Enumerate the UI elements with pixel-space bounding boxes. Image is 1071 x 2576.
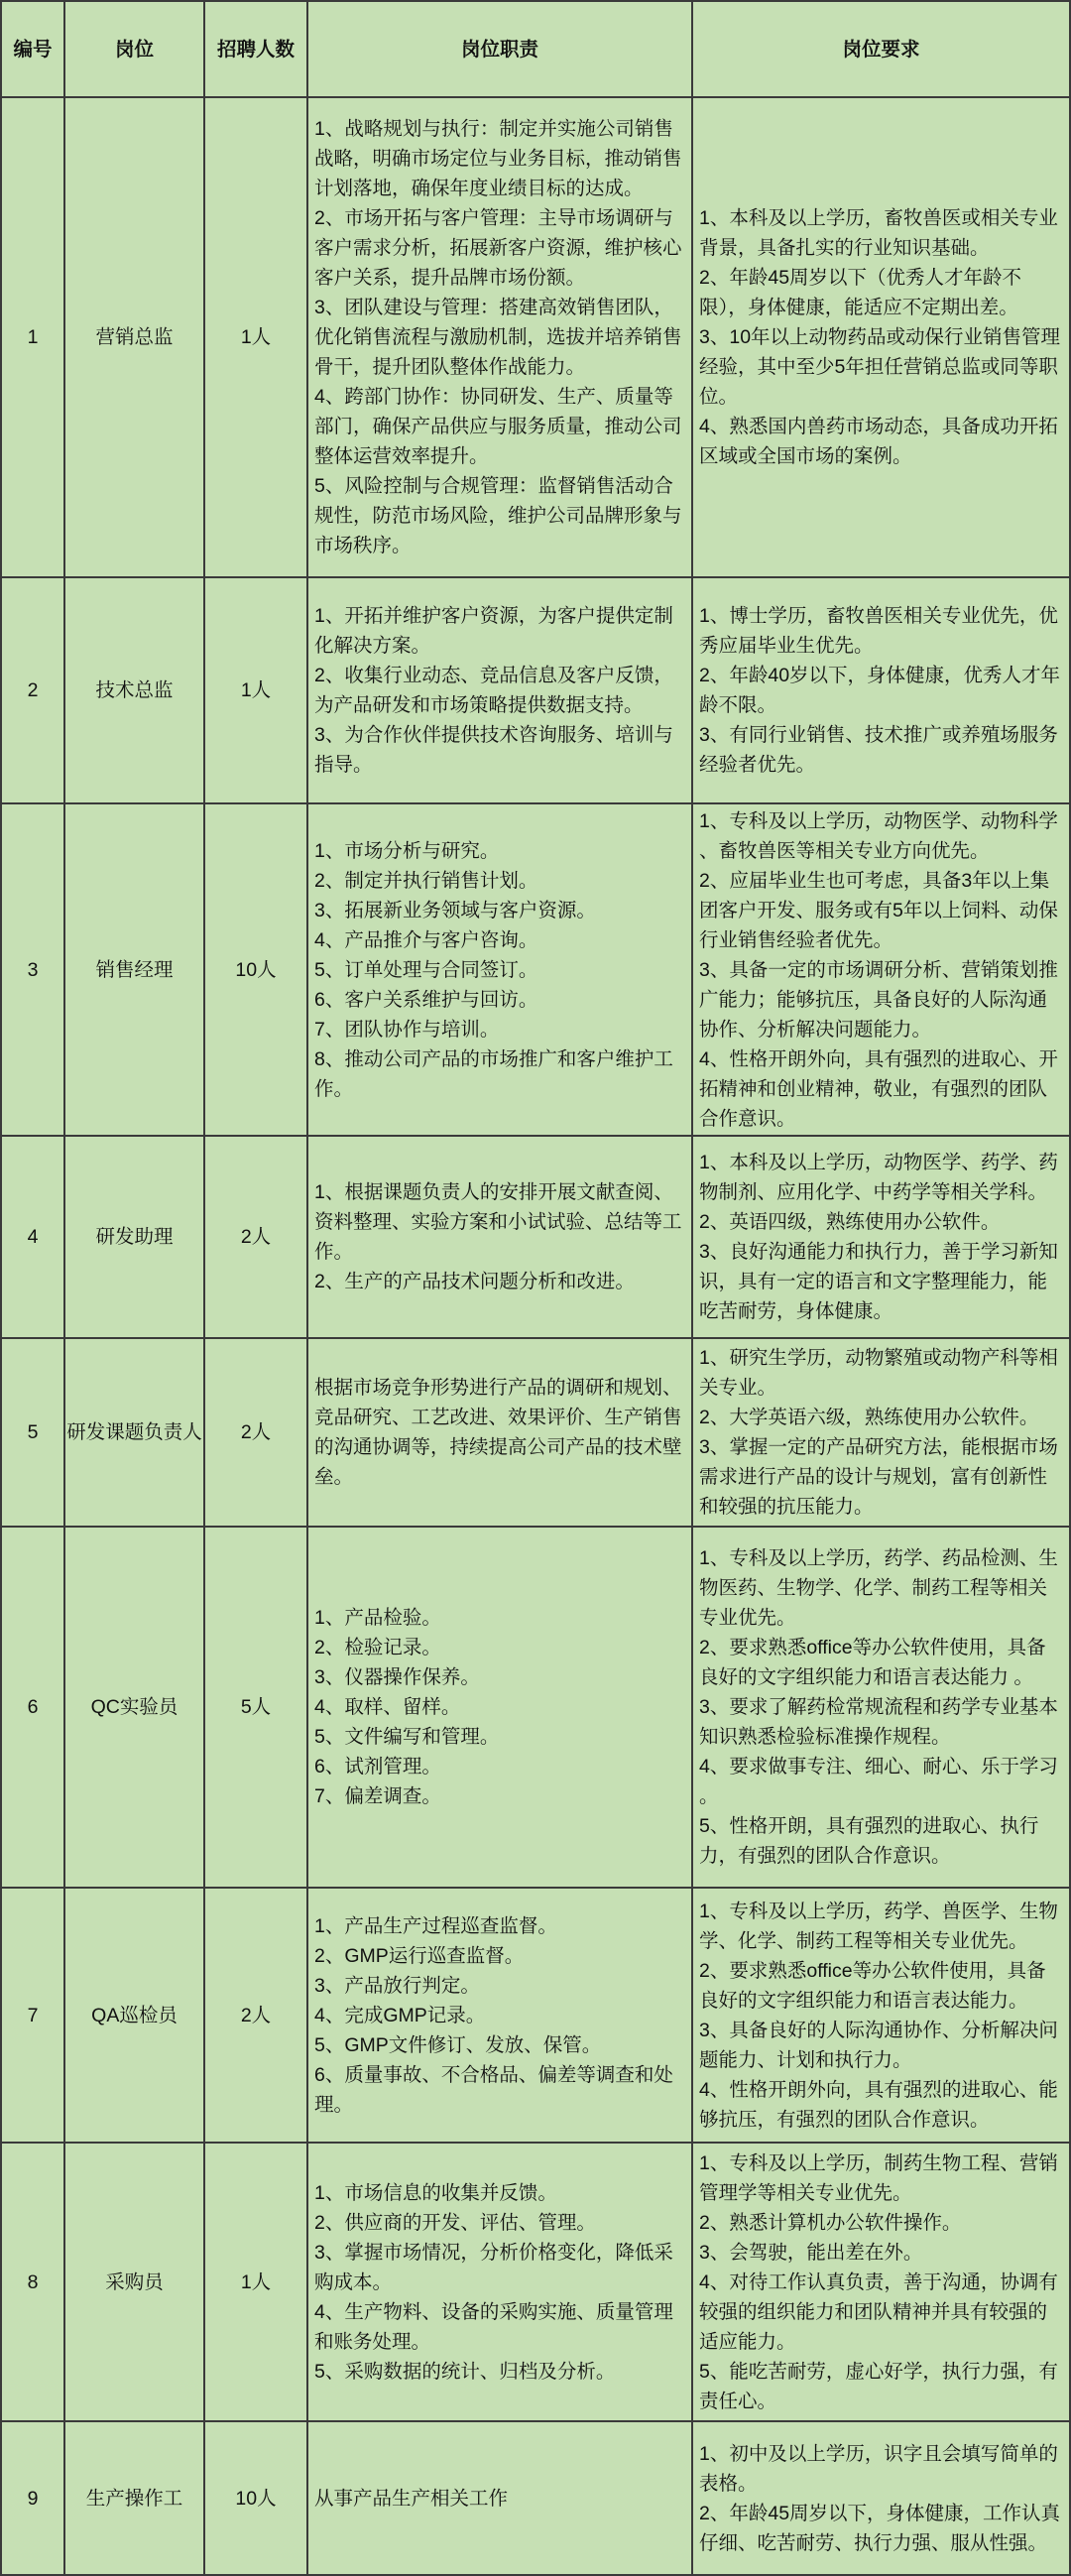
duties-line: 2、供应商的开发、评估、管理。: [314, 2211, 596, 2234]
duties-line: 作。: [314, 1241, 354, 1263]
requirements-line: 关专业。: [699, 1377, 777, 1399]
duties-line: 客户需求分析，拓展新客户资源，维护核心: [314, 237, 682, 259]
duties-line: 和账务处理。: [314, 2330, 431, 2353]
requirements-line: 良好的文字组织能力和语言表达能力 。: [699, 1666, 1033, 1688]
requirements-cell: [693, 1889, 1071, 2144]
duties-cell: [308, 1339, 693, 1528]
duties-line: 部门，确保产品供应与服务质量，推动公司: [314, 416, 682, 437]
position-name: 营销总监: [65, 98, 205, 578]
requirements-text: [699, 806, 1067, 1134]
duties-line: 资料整理、实验方案和小试试验、总结等工: [314, 1211, 682, 1233]
requirements-line: 协作、分析解决问题能力。: [699, 1018, 932, 1041]
requirements-line: 1、专科及以上学历，制药生物工程、营销: [699, 2151, 1058, 2174]
requirements-line: 1、本科及以上学历，动物医学、药学、药: [699, 1152, 1058, 1173]
headcount: 2人: [205, 1137, 308, 1339]
position-name: 技术总监: [65, 578, 205, 804]
duties-line: 根据市场竞争形势进行产品的调研和规划、: [314, 1377, 682, 1399]
duties-line: 7、团队协作与培训。: [314, 1018, 500, 1041]
duties-line: 4、产品推介与客户咨询。: [314, 928, 538, 951]
requirements-line: 管理学等相关专业优先。: [699, 2181, 912, 2204]
requirements-line: 物医药、生物学、化学、制药工程等相关: [699, 1577, 1048, 1599]
duties-line: 1、产品检验。: [314, 1607, 441, 1629]
requirements-line: 3、10年以上动物药品或动保行业销售管理: [699, 326, 1061, 348]
duties-text: [314, 2484, 689, 2514]
requirements-line: 2、年龄40岁以下，身体健康，优秀人才年: [699, 665, 1061, 686]
position-name: 销售经理: [65, 804, 205, 1137]
duties-line: 3、团队建设与管理：搭建高效销售团队，: [314, 297, 673, 318]
position-name: 采购员: [65, 2144, 205, 2422]
requirements-line: 5、能吃苦耐劳，虚心好学，执行力强，有: [699, 2360, 1058, 2383]
duties-line: 2、市场开拓与客户管理：主导市场调研与: [314, 207, 673, 229]
duties-line: 3、为合作伙伴提供技术咨询服务、培训与: [314, 724, 673, 746]
requirements-line: 专业优先。: [699, 1607, 796, 1629]
requirements-line: 3、具备一定的市场调研分析、营销策划推: [699, 958, 1058, 981]
requirements-line: 区域或全国市场的案例。: [699, 445, 912, 467]
row-number: 9: [0, 2422, 65, 2576]
requirements-line: 团客户开发、服务或有5年以上饲料、动保: [699, 899, 1058, 921]
header-position: 岗位: [65, 0, 205, 98]
table-row: [0, 98, 1071, 578]
requirements-text: [699, 1897, 1067, 2135]
table-row: [0, 2422, 1071, 2576]
requirements-text: [699, 1343, 1067, 1522]
headcount: 2人: [205, 1339, 308, 1528]
headcount: 5人: [205, 1528, 308, 1889]
duties-line: 3、拓展新业务领域与客户资源。: [314, 899, 596, 921]
requirements-text: [699, 601, 1067, 780]
row-number: 3: [0, 804, 65, 1137]
duties-line: 2、GMP运行巡查监督。: [314, 1944, 525, 1967]
position-name: 研发课题负责人: [65, 1339, 205, 1528]
requirements-cell: [693, 1339, 1071, 1528]
duties-line: 购成本。: [314, 2270, 393, 2293]
duties-cell: [308, 2422, 693, 2576]
requirements-line: 限），身体健康，能适应不定期出差。: [699, 297, 1018, 318]
table-row: [0, 2144, 1071, 2422]
requirements-text: [699, 1543, 1067, 1871]
requirements-line: 需求进行产品的设计与规划，富有创新性: [699, 1466, 1048, 1488]
requirements-line: 1、博士学历，畜牧兽医相关专业优先，优: [699, 605, 1058, 627]
requirements-line: 1、专科及以上学历，药学、药品检测、生: [699, 1547, 1058, 1569]
requirements-line: 2、大学英语六级，熟练使用办公软件。: [699, 1407, 1039, 1428]
requirements-line: 3、有同行业销售、技术推广或养殖场服务: [699, 724, 1058, 746]
duties-line: 计划落地，确保年度业绩目标的达成。: [314, 178, 644, 199]
duties-line: 2、检验记录。: [314, 1637, 441, 1658]
requirements-line: 3、具备良好的人际沟通协作、分析解决问: [699, 2019, 1058, 2041]
row-number: 2: [0, 578, 65, 804]
duties-line: 1、战略规划与执行：制定并实施公司销售: [314, 118, 673, 140]
duties-line: 6、试剂管理。: [314, 1756, 441, 1778]
duties-text: [314, 601, 689, 780]
duties-line: 8、推动公司产品的市场推广和客户维护工: [314, 1047, 673, 1070]
duties-line: 2、生产的产品技术问题分析和改进。: [314, 1271, 635, 1292]
requirements-text: [699, 2439, 1067, 2558]
row-number: 7: [0, 1889, 65, 2144]
table-row: [0, 1889, 1071, 2144]
requirements-line: 2、英语四级，熟练使用办公软件。: [699, 1211, 1001, 1233]
requirements-line: 仔细、吃苦耐劳、执行力强、服从性强。: [699, 2531, 1048, 2554]
headcount: 1人: [205, 578, 308, 804]
requirements-line: 。: [699, 1785, 719, 1807]
requirements-line: 责任心。: [699, 2390, 777, 2412]
duties-line: 3、掌握市场情况，分析价格变化，降低采: [314, 2241, 673, 2264]
requirements-line: 秀应届毕业生优先。: [699, 635, 874, 657]
requirements-line: 5、性格开朗，具有强烈的进取心、执行: [699, 1815, 1039, 1837]
requirements-line: 3、会驾驶，能出差在外。: [699, 2241, 923, 2264]
headcount: 1人: [205, 2144, 308, 2422]
duties-line: 5、GMP文件修订、发放、保管。: [314, 2033, 602, 2056]
requirements-line: 3、要求了解药检常规流程和药学专业基本: [699, 1696, 1058, 1718]
table-row: [0, 1528, 1071, 1889]
duties-line: 指导。: [314, 754, 373, 776]
headcount: 1人: [205, 98, 308, 578]
duties-line: 2、制定并执行销售计划。: [314, 869, 538, 892]
row-number: 5: [0, 1339, 65, 1528]
duties-cell: [308, 1137, 693, 1339]
duties-line: 优化销售流程与激励机制，选拔并培养销售: [314, 326, 682, 348]
requirements-line: 适应能力。: [699, 2330, 796, 2353]
row-number: 8: [0, 2144, 65, 2422]
requirements-text: [699, 2148, 1067, 2416]
duties-line: 4、生产物料、设备的采购实施、质量管理: [314, 2300, 673, 2323]
duties-line: 4、取样、留样。: [314, 1696, 461, 1718]
position-name: 生产操作工: [65, 2422, 205, 2576]
duties-line: 1、市场信息的收集并反馈。: [314, 2181, 557, 2204]
requirements-line: 4、对待工作认真负责，善于沟通，协调有: [699, 2270, 1058, 2293]
requirements-line: 和较强的抗压能力。: [699, 1496, 874, 1518]
requirements-text: [699, 1148, 1067, 1326]
duties-text: [314, 836, 689, 1104]
duties-line: 骨干，提升团队整体作战能力。: [314, 356, 586, 378]
requirements-line: 广能力；能够抗压，具备良好的人际沟通: [699, 988, 1048, 1011]
table-body: [0, 98, 1071, 2576]
requirements-line: 学、化学、制药工程等相关专业优先。: [699, 1929, 1028, 1952]
requirements-line: 经验者优先。: [699, 754, 816, 776]
duties-text: [314, 1177, 689, 1296]
header-requirements: 岗位要求: [693, 0, 1071, 98]
requirements-line: 1、初中及以上学历，识字且会填写简单的: [699, 2442, 1058, 2465]
duties-line: 的沟通协调等，持续提高公司产品的技术壁: [314, 1436, 682, 1458]
requirements-line: 4、要求做事专注、细心、耐心、乐于学习: [699, 1756, 1058, 1778]
duties-line: 规性，防范市场风险，维护公司品牌形象与: [314, 505, 682, 527]
table-row: [0, 578, 1071, 804]
requirements-cell: [693, 2422, 1071, 2576]
duties-line: 从事产品生产相关工作: [314, 2487, 509, 2510]
requirements-line: 3、良好沟通能力和执行力，善于学习新知: [699, 1241, 1058, 1263]
row-number: 6: [0, 1528, 65, 1889]
requirements-line: 行业销售经验者优先。: [699, 928, 893, 951]
requirements-line: 吃苦耐劳，身体健康。: [699, 1300, 893, 1322]
requirements-line: 1、研究生学历，动物繁殖或动物产科等相: [699, 1347, 1058, 1369]
duties-line: 战略，明确市场定位与业务目标，推动销售: [314, 148, 682, 170]
requirements-line: 表格。: [699, 2472, 758, 2495]
requirements-line: 题能力、计划和执行力。: [699, 2048, 912, 2071]
requirements-line: 3、掌握一定的产品研究方法，能根据市场: [699, 1436, 1058, 1458]
duties-text: [314, 114, 689, 560]
requirements-line: 2、年龄45周岁以下，身体健康，工作认真: [699, 2502, 1061, 2524]
requirements-cell: [693, 1137, 1071, 1339]
position-name: QA巡检员: [65, 1889, 205, 2144]
requirements-line: 较强的组织能力和团队精神并具有较强的: [699, 2300, 1048, 2323]
duties-line: 5、订单处理与合同签订。: [314, 958, 538, 981]
duties-cell: [308, 804, 693, 1137]
requirements-cell: [693, 2144, 1071, 2422]
requirements-line: 良好的文字组织能力和语言表达能力。: [699, 1989, 1028, 2012]
header-headcount: 招聘人数: [205, 0, 308, 98]
duties-cell: [308, 98, 693, 578]
duties-line: 3、产品放行判定。: [314, 1974, 480, 1997]
duties-line: 理。: [314, 2093, 354, 2116]
duties-line: 竞品研究、工艺改进、效果评价、生产销售: [314, 1407, 682, 1428]
requirements-line: 位。: [699, 386, 739, 408]
duties-cell: [308, 1889, 693, 2144]
requirements-cell: [693, 804, 1071, 1137]
table-row: [0, 1339, 1071, 1528]
requirements-cell: [693, 98, 1071, 578]
headcount: 2人: [205, 1889, 308, 2144]
headcount: 10人: [205, 2422, 308, 2576]
requirements-cell: [693, 578, 1071, 804]
duties-line: 市场秩序。: [314, 535, 412, 556]
requirements-line: 力，有强烈的团队合作意识。: [699, 1845, 951, 1867]
requirements-line: 2、要求熟悉office等办公软件使用，具备: [699, 1959, 1046, 1982]
row-number: 1: [0, 98, 65, 578]
duties-text: [314, 1373, 689, 1492]
requirements-line: 1、本科及以上学历，畜牧兽医或相关专业: [699, 207, 1058, 229]
requirements-line: 识，具有一定的语言和文字整理能力，能: [699, 1271, 1048, 1292]
position-name: QC实验员: [65, 1528, 205, 1889]
duties-text: [314, 1603, 689, 1811]
table-header-row: [0, 0, 1071, 98]
duties-line: 6、质量事故、不合格品、偏差等调查和处: [314, 2063, 673, 2086]
duties-line: 为产品研发和市场策略提供数据支持。: [314, 694, 644, 716]
requirements-line: 4、性格开朗外向，具有强烈的进取心、能: [699, 2078, 1058, 2101]
duties-cell: [308, 1528, 693, 1889]
duties-line: 2、收集行业动态、竞品信息及客户反馈，: [314, 665, 673, 686]
duties-line: 5、文件编写和管理。: [314, 1726, 500, 1748]
duties-text: [314, 2178, 689, 2387]
duties-line: 作。: [314, 1077, 354, 1100]
requirements-line: 1、专科及以上学历，药学、兽医学、生物: [699, 1900, 1058, 1922]
header-duties: 岗位职责: [308, 0, 693, 98]
requirements-line: 2、应届毕业生也可考虑，具备3年以上集: [699, 869, 1050, 892]
requirements-line: 经验，其中至少5年担任营销总监或同等职: [699, 356, 1058, 378]
requirements-text: [699, 203, 1067, 471]
duties-line: 1、市场分析与研究。: [314, 839, 500, 862]
requirements-line: 1、专科及以上学历，动物医学、动物科学: [699, 809, 1058, 832]
requirements-line: 、畜牧兽医等相关专业方向优先。: [699, 839, 990, 862]
requirements-line: 知识熟悉检验标准操作规程。: [699, 1726, 951, 1748]
duties-cell: [308, 2144, 693, 2422]
duties-cell: [308, 578, 693, 804]
duties-line: 垒。: [314, 1466, 354, 1488]
requirements-cell: [693, 1528, 1071, 1889]
requirements-line: 龄不限。: [699, 694, 777, 716]
headcount: 10人: [205, 804, 308, 1137]
requirements-line: 物制剂、应用化学、中药学等相关学科。: [699, 1181, 1048, 1203]
duties-line: 整体运营效率提升。: [314, 445, 489, 467]
duties-line: 1、产品生产过程巡查监督。: [314, 1914, 557, 1937]
requirements-line: 2、要求熟悉office等办公软件使用，具备: [699, 1637, 1046, 1658]
duties-line: 1、开拓并维护客户资源，为客户提供定制: [314, 605, 673, 627]
duties-line: 3、仪器操作保养。: [314, 1666, 480, 1688]
requirements-line: 拓精神和创业精神，敬业，有强烈的团队: [699, 1077, 1048, 1100]
duties-line: 6、客户关系维护与回访。: [314, 988, 538, 1011]
duties-line: 客户关系，提升品牌市场份额。: [314, 267, 586, 289]
requirements-line: 4、熟悉国内兽药市场动态，具备成功开拓: [699, 416, 1058, 437]
duties-line: 化解决方案。: [314, 635, 431, 657]
duties-line: 1、根据课题负责人的安排开展文献查阅、: [314, 1181, 673, 1203]
table-row: [0, 804, 1071, 1137]
requirements-line: 够抗压，有强烈的团队合作意识。: [699, 2108, 990, 2131]
row-number: 4: [0, 1137, 65, 1339]
requirements-line: 2、熟悉计算机办公软件操作。: [699, 2211, 962, 2234]
duties-line: 4、完成GMP记录。: [314, 2004, 486, 2026]
duties-line: 4、跨部门协作：协同研发、生产、质量等: [314, 386, 673, 408]
table-row: [0, 1137, 1071, 1339]
duties-line: 5、采购数据的统计、归档及分析。: [314, 2360, 616, 2383]
requirements-line: 合作意识。: [699, 1107, 796, 1130]
requirements-line: 4、性格开朗外向，具有强烈的进取心、开: [699, 1047, 1058, 1070]
duties-line: 7、偏差调查。: [314, 1785, 441, 1807]
header-no: 编号: [0, 0, 65, 98]
requirements-line: 2、年龄45周岁以下（优秀人才年龄不: [699, 267, 1022, 289]
requirements-line: 背景，具备扎实的行业知识基础。: [699, 237, 990, 259]
duties-line: 5、风险控制与合规管理：监督销售活动合: [314, 475, 673, 497]
duties-text: [314, 1911, 689, 2120]
position-name: 研发助理: [65, 1137, 205, 1339]
